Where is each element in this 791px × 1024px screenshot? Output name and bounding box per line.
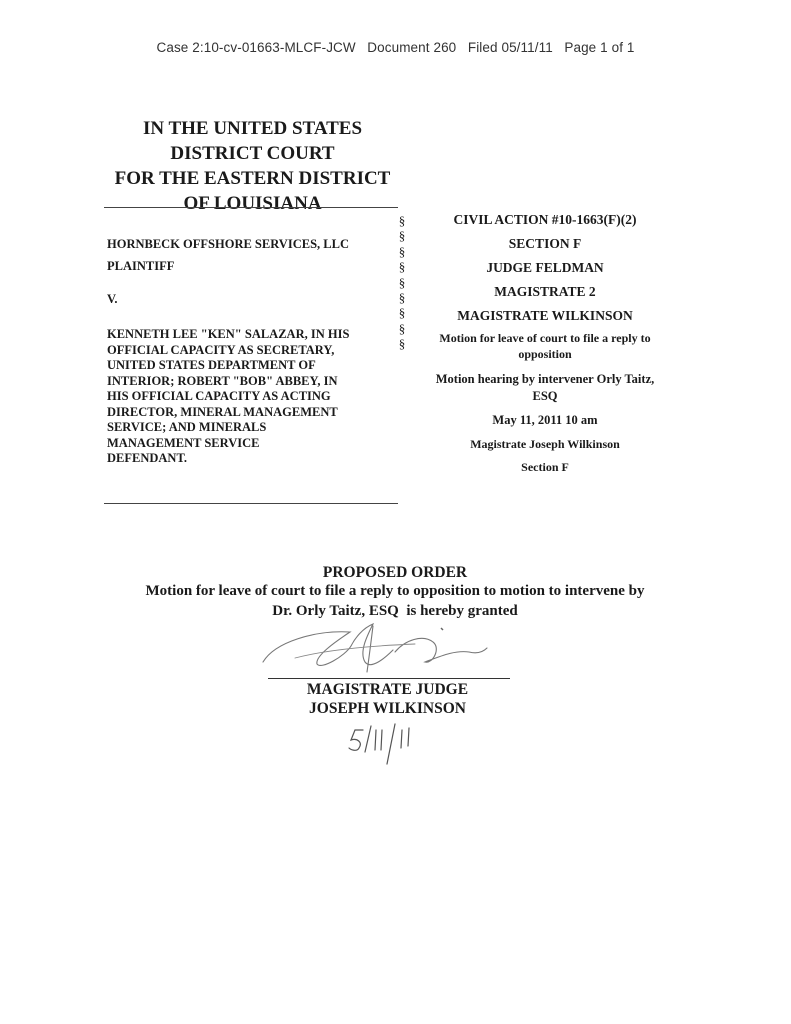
defendant-line: KENNETH LEE "KEN" SALAZAR, IN HIS bbox=[107, 327, 350, 341]
defendant-line: OFFICIAL CAPACITY AS SECRETARY, bbox=[107, 342, 335, 357]
section-mark: § bbox=[398, 290, 406, 306]
court-title bbox=[100, 116, 405, 216]
defendant-line: DIRECTOR, MINERAL MANAGEMENT bbox=[107, 404, 338, 419]
section-mark: § bbox=[398, 336, 406, 352]
civil-action-number: CIVIL ACTION #10-1663(F)(2) bbox=[453, 212, 637, 227]
section-mark: § bbox=[398, 305, 406, 321]
versus-label: V. bbox=[107, 292, 118, 306]
defendant-line: HIS OFFICIAL CAPACITY AS ACTING bbox=[107, 389, 331, 403]
plaintiff-role: PLAINTIFF bbox=[107, 259, 175, 273]
order-text-line: Motion for leave of court to file a reply to opposition to motion to intervene by bbox=[145, 583, 645, 599]
court-title-line: IN THE UNITED STATES bbox=[142, 118, 363, 139]
section-mark: § bbox=[398, 243, 406, 259]
defendant-line: INTERIOR; ROBERT "BOB" ABBEY, IN bbox=[107, 373, 338, 388]
caption-top-rule bbox=[104, 207, 398, 208]
plaintiff-name: HORNBECK OFFSHORE SERVICES, LLC bbox=[107, 237, 349, 251]
defendant-line: UNITED STATES DEPARTMENT OF bbox=[107, 358, 316, 372]
motion-line: Motion for leave of court to file a reply to bbox=[439, 331, 651, 345]
judge-label: JUDGE FELDMAN bbox=[486, 260, 604, 275]
defendant-block bbox=[107, 327, 397, 467]
defendant-line: MANAGEMENT SERVICE bbox=[107, 435, 260, 450]
hearing-magistrate: Magistrate Joseph Wilkinson bbox=[470, 437, 620, 451]
signatory-name: JOSEPH WILKINSON bbox=[309, 700, 466, 717]
filing-header: Case 2:10-cv-01663-MLCF-JCW Document 260 Filed 05/11/11 Page 1 of 1 bbox=[156, 40, 635, 55]
section-mark: § bbox=[398, 259, 406, 275]
section-mark: § bbox=[398, 213, 406, 228]
caption-bottom-rule bbox=[104, 503, 398, 504]
handwritten-signature bbox=[255, 612, 495, 678]
order-text-line: Dr. Orly Taitz, ESQ is hereby granted bbox=[272, 603, 518, 619]
section-mark: § bbox=[398, 274, 406, 290]
magistrate-label: MAGISTRATE 2 bbox=[494, 284, 596, 299]
signature-line bbox=[268, 678, 510, 679]
hearing-date: May 11, 2011 10 am bbox=[492, 413, 598, 427]
magistrate-name: MAGISTRATE WILKINSON bbox=[457, 308, 633, 323]
defendant-line: DEFENDANT. bbox=[107, 451, 187, 465]
handwritten-date bbox=[345, 722, 425, 768]
signatory-title: MAGISTRATE JUDGE bbox=[306, 681, 469, 698]
order-title: PROPOSED ORDER bbox=[322, 564, 468, 581]
court-title-line: OF LOUISIANA bbox=[183, 193, 322, 214]
section-label: SECTION F bbox=[508, 236, 582, 251]
section-marks bbox=[394, 213, 410, 352]
hearing-line: Motion hearing by intervener Orly Taitz, bbox=[435, 372, 655, 386]
section-mark: § bbox=[398, 320, 406, 336]
hearing-line: ESQ bbox=[532, 389, 558, 403]
hearing-section: Section F bbox=[521, 460, 569, 474]
defendant-line: SERVICE; AND MINERALS bbox=[107, 420, 267, 434]
motion-line: opposition bbox=[518, 347, 572, 361]
court-title-line: FOR THE EASTERN DISTRICT bbox=[114, 168, 391, 189]
court-title-line: DISTRICT COURT bbox=[170, 143, 335, 164]
section-mark: § bbox=[398, 228, 406, 244]
